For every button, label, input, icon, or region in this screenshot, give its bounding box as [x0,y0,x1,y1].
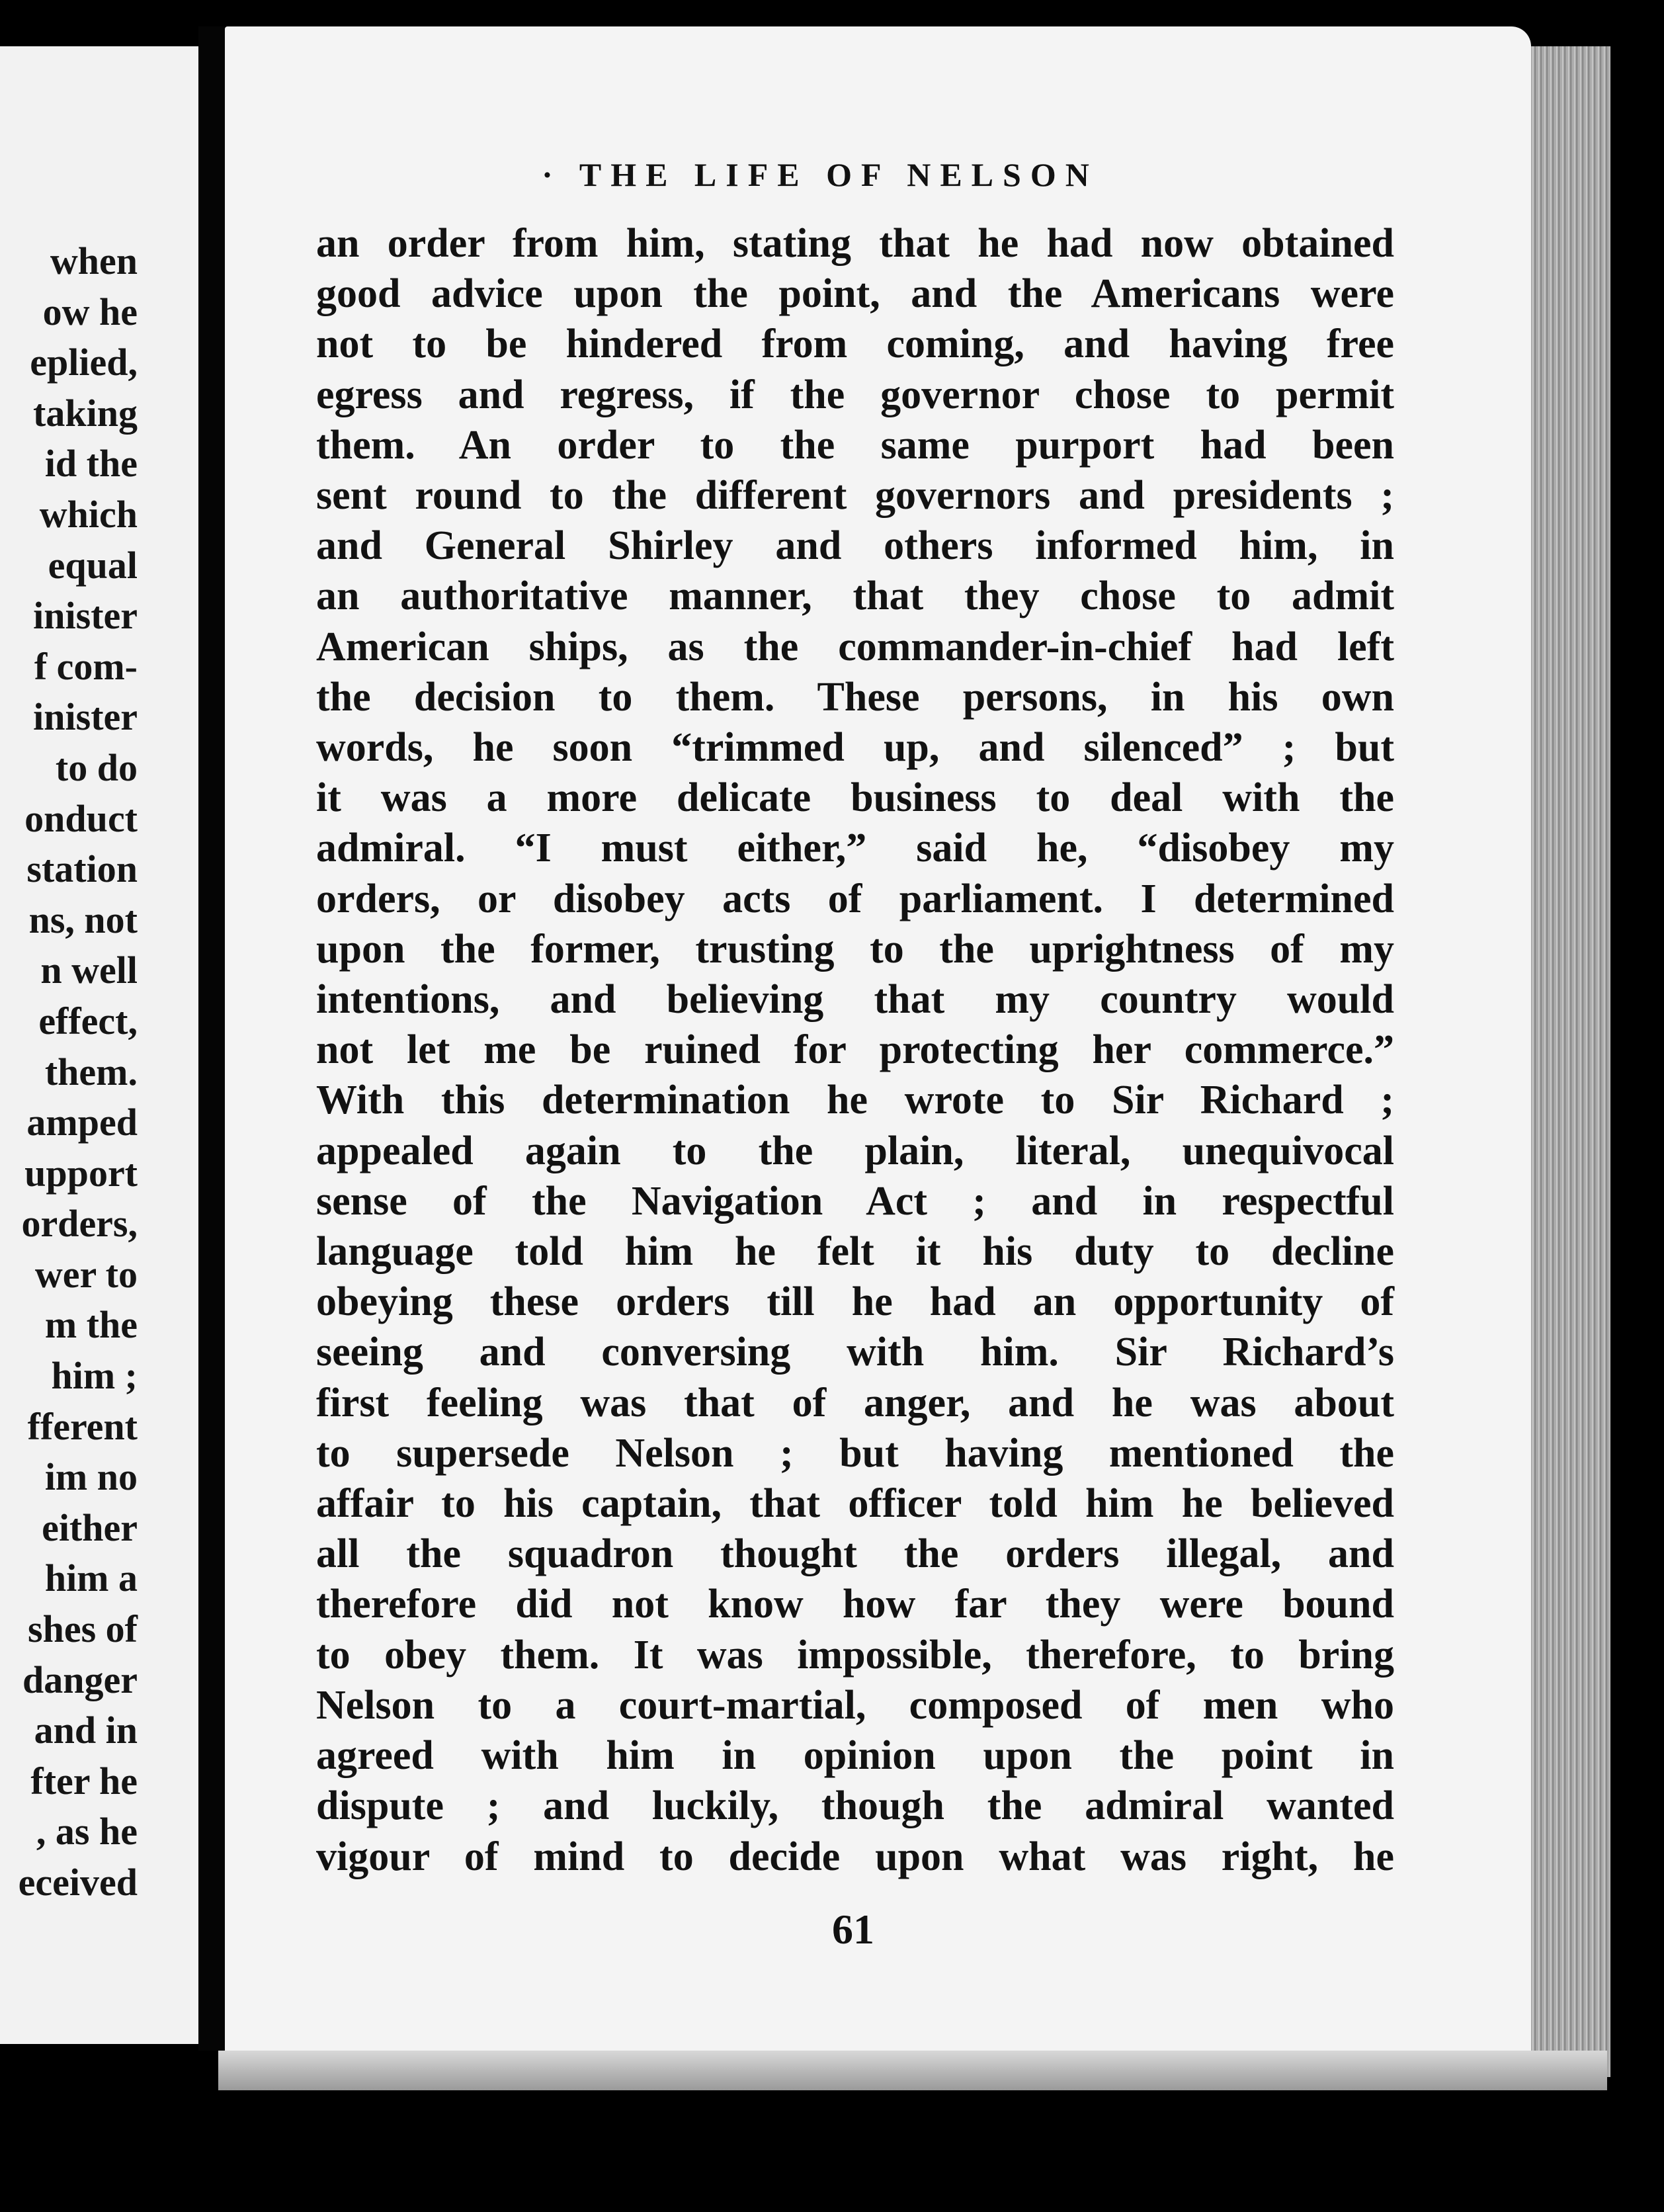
body-line: egress and regress, if the governor chose to permit [316,372,1394,417]
body-line: an authoritative manner, that they chose to admit [316,574,1394,619]
left-line: ns, not [28,898,138,941]
body-line: appealed again to the plain, literal, unequivocal [316,1128,1394,1173]
left-page-text [0,236,138,1908]
body-line: language told him he felt it his duty to decline [316,1229,1394,1275]
body-line: it was a more delicate business to deal with the [316,775,1394,821]
body-line: the decision to them. These persons, in his own [316,674,1394,720]
page-bottom-edge [218,2051,1607,2090]
left-line: upport [24,1151,138,1195]
body-line: sent round to the different governors and presidents ; [316,473,1394,519]
left-line: wer to [34,1252,138,1296]
body-line: vigour of mind to decide upon what was right, he [316,1834,1394,1879]
body-line: and General Shirley and others informed him, in [316,523,1394,569]
left-line: effect, [38,999,138,1042]
body-line: all the squadron thought the orders illegal, and [316,1531,1394,1577]
page-number: 61 [832,1906,874,1953]
body-line: seeing and conversing with him. Sir Richard’s [316,1330,1394,1375]
left-line: fferent [27,1404,138,1448]
book-gutter [198,26,225,2051]
body-line: upon the former, trusting to the uprightness of my [316,926,1394,972]
body-line: obeying these orders till he had an opportunity of [316,1279,1394,1325]
body-line: first feeling was that of anger, and he was about [316,1380,1394,1425]
body-line: With this determination he wrote to Sir Richard ; [316,1078,1394,1123]
body-line: not to be hindered from coming, and having free [316,321,1394,367]
left-line: onduct [24,796,138,840]
left-line: when [50,239,138,282]
left-line: inister [33,594,138,638]
left-line: orders, [21,1202,138,1246]
left-line: id the [44,442,138,486]
left-line: fter he [30,1759,138,1803]
left-line: f com- [34,644,138,688]
left-line: danger [22,1658,138,1701]
body-line: orders, or disobey acts of parliament. I determined [316,876,1394,921]
body-text [316,218,1394,1882]
left-line: him a [44,1556,138,1600]
left-line: im no [44,1455,138,1499]
body-line: dispute ; and luckily, though the admiral wanted [316,1783,1394,1829]
body-line: admiral. “I must either,” said he, “disobey my [316,826,1394,871]
left-line: shes of [28,1607,138,1651]
left-line: equal [48,543,138,587]
left-line: and in [34,1709,138,1752]
body-line: Nelson to a court-martial, composed of men who [316,1682,1394,1728]
body-line: agreed with him in opinion upon the point in [316,1733,1394,1779]
body-line: American ships, as the commander-in-chief had left [316,624,1394,669]
left-line: , as he [36,1810,138,1853]
left-line: amped [26,1101,138,1144]
body-line: intentions, and believing that my country would [316,977,1394,1023]
left-line: n well [40,949,138,992]
left-line: inister [33,695,138,739]
left-line: which [39,492,138,536]
body-line: good advice upon the point, and the Americans were [316,271,1394,317]
body-line: to obey them. It was impossible, therefore, to bring [316,1632,1394,1678]
page-edges [1531,46,1610,2077]
running-head-title: THE LIFE OF NELSON [579,156,1099,193]
body-line: them. An order to the same purport had been [316,422,1394,468]
left-page [0,46,198,2044]
left-line: eplied, [30,341,138,384]
left-line: them. [44,1050,138,1093]
running-head [317,155,1323,194]
left-line: station [26,847,138,891]
body-line: words, he soon “trimmed up, and silenced” ; but [316,725,1394,771]
left-line: m the [44,1303,138,1347]
left-line: eceived [18,1861,138,1904]
left-line: to do [55,745,138,789]
left-line: ow he [42,290,138,333]
body-line: therefore did not know how far they were bound [316,1582,1394,1627]
running-head-mark: · [542,156,553,193]
left-line: taking [33,391,138,435]
left-line: either [42,1506,138,1549]
body-line: to supersede Nelson ; but having mentioned the [316,1430,1394,1476]
body-line: affair to his captain, that officer told him he believed [316,1481,1394,1527]
left-line: him ; [51,1354,138,1398]
body-line: sense of the Navigation Act ; and in respectful [316,1178,1394,1224]
body-line: not let me be ruined for protecting her commerce.” [316,1027,1394,1073]
body-line: an order from him, stating that he had now obtained [316,221,1394,266]
